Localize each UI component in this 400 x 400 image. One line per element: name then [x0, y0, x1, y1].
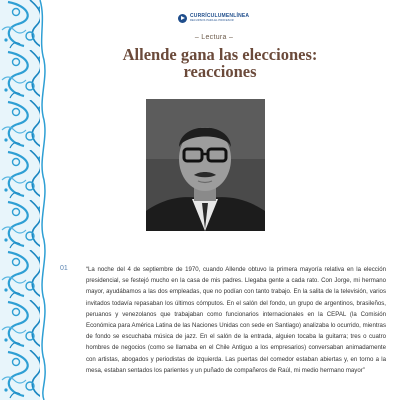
title-line-2: reacciones [183, 62, 257, 81]
page-title [60, 46, 380, 80]
portrait-photo [146, 99, 265, 231]
paragraph-number: 01 [60, 265, 68, 272]
site-logo[interactable] [178, 12, 249, 24]
logo-subtitle: RECURSOS PARA EL PROFESOR [190, 18, 234, 22]
decorative-border-ornament [0, 0, 46, 400]
title-line-1: Allende gana las elecciones: [122, 45, 318, 64]
logo-main-text: CURRÍCULUMENLÍNEA [190, 12, 250, 19]
section-kicker: – Lectura – [194, 34, 234, 41]
reading-paragraph: “La noche del 4 de septiembre de 1970, cuando Allende obtuvo la primera mayoría relativa en la elección presidencial, se festejó mucho en la casa de mis padres. Llegaba gente a cada rato. Con Jorge, mi hermano mayor, ayudábamos a las dos empleadas, que no podían con tanto trabajo. En la salita de la televisión, varios invitados todavía repasaban los últimos cómputos. En el salón del fondo, un grupo de argentinos, brasileños, peruanos y venezolanos que trabajaban como funcionarios internacionales en la CEPAL (la Comisión Económica para América Latina de las Naciones Unidas con sede en Santiago) analizaba lo ocurrido, mientras de fondo se escuchaba música de jazz. En el salón de la entrada, alguien tocaba la guitarra; tres o cuatro hombres de negocios (como se llamaba en el Chile Antiguo a los empresarios) conversaban animadamente con artistas, abogados y periodistas de izquierda. Las puertas del comedor estaban abiertas y, en torno a la mesa, estaban sentados los parientes y un puñado de compañeros de Raúl, mi medio hermano mayor” [86, 266, 386, 374]
play-circle-icon [178, 14, 187, 23]
